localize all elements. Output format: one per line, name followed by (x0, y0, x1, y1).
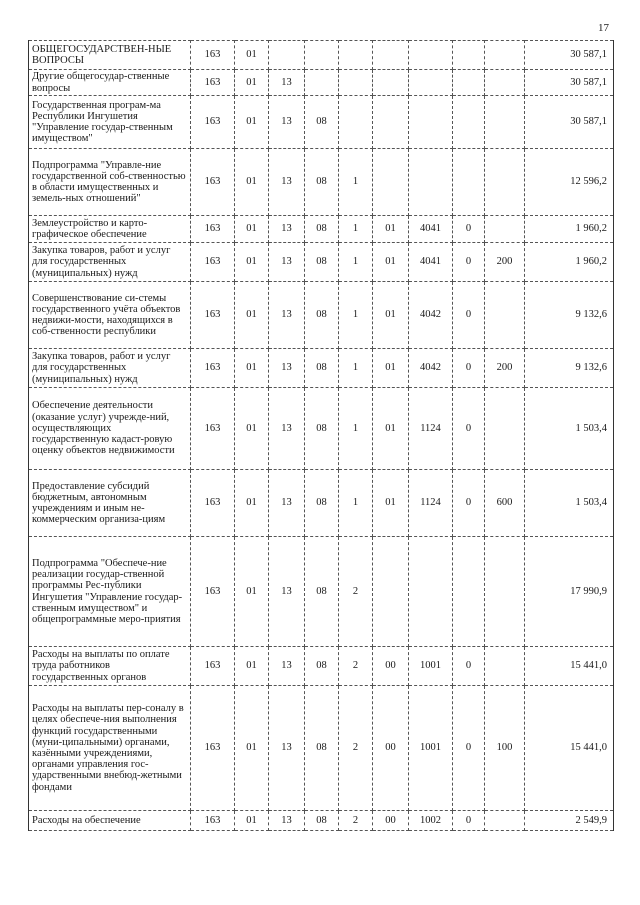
row-code-cell (485, 70, 525, 96)
row-code-cell: 0 (453, 282, 485, 349)
row-code-cell: 01 (235, 686, 269, 811)
row-code-cell: 1 (339, 243, 373, 282)
row-name-cell: Закупка товаров, работ и услуг для государственных (муниципальных) нужд (29, 243, 191, 282)
row-code-cell: 13 (269, 811, 305, 831)
row-code-cell: 4041 (409, 216, 453, 243)
row-name-cell: Расходы на выплаты по оплате труда работников государственных органов (29, 647, 191, 686)
row-code-cell (409, 41, 453, 70)
row-code-cell (485, 96, 525, 149)
row-code-cell: 00 (373, 686, 409, 811)
row-code-cell: 13 (269, 243, 305, 282)
row-code-cell: 00 (373, 811, 409, 831)
row-code-cell: 13 (269, 282, 305, 349)
row-sum-cell: 1 503,4 (525, 470, 614, 537)
row-code-cell: 163 (191, 647, 235, 686)
row-code-cell: 01 (235, 349, 269, 388)
row-code-cell (453, 70, 485, 96)
row-code-cell: 01 (235, 537, 269, 647)
row-code-cell: 01 (235, 388, 269, 470)
row-code-cell: 01 (373, 282, 409, 349)
row-code-cell: 13 (269, 686, 305, 811)
row-code-cell: 2 (339, 537, 373, 647)
table-row (29, 96, 614, 149)
page-number: 17 (598, 22, 609, 34)
row-code-cell: 163 (191, 149, 235, 216)
row-code-cell: 0 (453, 811, 485, 831)
row-code-cell: 163 (191, 686, 235, 811)
row-code-cell: 0 (453, 216, 485, 243)
row-code-cell: 01 (373, 349, 409, 388)
row-code-cell: 01 (235, 243, 269, 282)
row-code-cell (453, 41, 485, 70)
row-code-cell: 08 (305, 96, 339, 149)
row-code-cell: 163 (191, 470, 235, 537)
table-row (29, 216, 614, 243)
row-code-cell: 01 (235, 282, 269, 349)
row-sum-cell: 17 990,9 (525, 537, 614, 647)
row-code-cell: 13 (269, 70, 305, 96)
row-code-cell: 13 (269, 149, 305, 216)
row-code-cell: 08 (305, 243, 339, 282)
table-row (29, 647, 614, 686)
row-code-cell (485, 811, 525, 831)
row-code-cell: 2 (339, 811, 373, 831)
row-code-cell (453, 149, 485, 216)
table-row (29, 70, 614, 96)
row-code-cell (485, 216, 525, 243)
row-code-cell: 200 (485, 349, 525, 388)
row-code-cell: 08 (305, 537, 339, 647)
row-code-cell (305, 70, 339, 96)
row-name-cell: Предоставление субсидий бюджетным, автономным учреждениям и иным не-коммерческим организа-циям (29, 470, 191, 537)
row-name-cell: Подпрограмма "Обеспече-ние реализации государ-ственной программы Рес-публики Ингушетия "Управление государ-ственным имуществом" и общепрограммные меро-приятия (29, 537, 191, 647)
table-row (29, 282, 614, 349)
row-code-cell: 13 (269, 96, 305, 149)
row-code-cell: 4041 (409, 243, 453, 282)
row-code-cell: 13 (269, 349, 305, 388)
row-code-cell (339, 41, 373, 70)
row-code-cell (373, 96, 409, 149)
row-code-cell: 4042 (409, 349, 453, 388)
row-code-cell: 13 (269, 388, 305, 470)
table-row (29, 537, 614, 647)
row-code-cell: 1 (339, 388, 373, 470)
table-body (29, 41, 614, 831)
row-code-cell: 163 (191, 96, 235, 149)
row-code-cell: 01 (373, 216, 409, 243)
row-code-cell: 163 (191, 349, 235, 388)
row-code-cell: 0 (453, 686, 485, 811)
row-code-cell (373, 70, 409, 96)
row-code-cell: 1001 (409, 686, 453, 811)
row-sum-cell: 30 587,1 (525, 70, 614, 96)
row-code-cell: 163 (191, 282, 235, 349)
row-name-cell: Землеустройство и карто-графическое обеспечение (29, 216, 191, 243)
row-code-cell: 2 (339, 647, 373, 686)
row-code-cell (485, 282, 525, 349)
row-code-cell (409, 96, 453, 149)
row-code-cell: 01 (235, 41, 269, 70)
row-code-cell: 01 (373, 388, 409, 470)
row-name-cell: Совершенствование си-стемы государственного учёта объектов недвижи-мости, находящихся в соб-ственности республики (29, 282, 191, 349)
row-sum-cell: 1 503,4 (525, 388, 614, 470)
row-code-cell: 08 (305, 647, 339, 686)
row-code-cell (409, 537, 453, 647)
row-code-cell: 0 (453, 388, 485, 470)
row-code-cell: 163 (191, 388, 235, 470)
row-code-cell: 01 (235, 811, 269, 831)
row-code-cell: 13 (269, 537, 305, 647)
row-code-cell: 163 (191, 216, 235, 243)
table-row (29, 149, 614, 216)
row-code-cell: 01 (235, 470, 269, 537)
table-row (29, 686, 614, 811)
row-code-cell: 13 (269, 216, 305, 243)
row-code-cell: 1 (339, 470, 373, 537)
row-code-cell: 1 (339, 349, 373, 388)
table-row (29, 41, 614, 70)
table-row (29, 349, 614, 388)
row-code-cell: 08 (305, 686, 339, 811)
row-code-cell (305, 41, 339, 70)
row-name-cell: Государственная програм-ма Республики Ингушетия "Управление государ-ственным имуществом" (29, 96, 191, 149)
row-code-cell: 163 (191, 243, 235, 282)
row-name-cell: Другие общегосудар-ственные вопросы (29, 70, 191, 96)
row-code-cell: 1002 (409, 811, 453, 831)
row-code-cell: 13 (269, 647, 305, 686)
row-code-cell: 13 (269, 470, 305, 537)
row-code-cell: 1124 (409, 388, 453, 470)
row-code-cell: 100 (485, 686, 525, 811)
row-code-cell: 01 (373, 243, 409, 282)
row-code-cell: 600 (485, 470, 525, 537)
row-code-cell: 08 (305, 282, 339, 349)
row-code-cell (485, 41, 525, 70)
row-code-cell: 163 (191, 811, 235, 831)
row-code-cell: 00 (373, 647, 409, 686)
row-code-cell: 200 (485, 243, 525, 282)
row-code-cell: 1 (339, 282, 373, 349)
row-sum-cell: 1 960,2 (525, 216, 614, 243)
row-sum-cell: 9 132,6 (525, 282, 614, 349)
row-code-cell: 01 (235, 216, 269, 243)
row-code-cell: 08 (305, 216, 339, 243)
row-name-cell: Подпрограмма "Управле-ние государственной соб-ственностью в области имущественных и земель-ных отношений" (29, 149, 191, 216)
row-code-cell: 08 (305, 388, 339, 470)
row-code-cell: 0 (453, 470, 485, 537)
row-code-cell: 163 (191, 41, 235, 70)
row-sum-cell: 9 132,6 (525, 349, 614, 388)
row-code-cell: 1 (339, 216, 373, 243)
table-row (29, 811, 614, 831)
row-code-cell (485, 388, 525, 470)
row-name-cell: ОБЩЕГОСУДАРСТВЕН-НЫЕ ВОПРОСЫ (29, 41, 191, 70)
row-name-cell: Обеспечение деятельности (оказание услуг) учрежде-ний, осуществляющих государственную кадаст-ровую оценку объектов недвижимости (29, 388, 191, 470)
table-row (29, 243, 614, 282)
row-code-cell: 01 (235, 149, 269, 216)
row-sum-cell: 30 587,1 (525, 41, 614, 70)
row-code-cell: 163 (191, 537, 235, 647)
row-sum-cell: 12 596,2 (525, 149, 614, 216)
row-sum-cell: 2 549,9 (525, 811, 614, 831)
row-code-cell: 1 (339, 149, 373, 216)
row-code-cell (453, 537, 485, 647)
row-code-cell: 08 (305, 470, 339, 537)
row-code-cell (485, 537, 525, 647)
row-code-cell: 0 (453, 647, 485, 686)
row-sum-cell: 15 441,0 (525, 686, 614, 811)
row-code-cell (373, 149, 409, 216)
table-row (29, 388, 614, 470)
row-name-cell: Расходы на выплаты пер-соналу в целях обеспече-ния выполнения функций государственными (муни-ципальными) органами, казёнными учреждениями, органами управления гос-ударственными внебюд-жетными фондами (29, 686, 191, 811)
row-code-cell (409, 149, 453, 216)
row-code-cell: 0 (453, 243, 485, 282)
row-name-cell: Закупка товаров, работ и услуг для государственных (муниципальных) нужд (29, 349, 191, 388)
row-code-cell: 01 (235, 70, 269, 96)
row-code-cell (409, 70, 453, 96)
row-code-cell: 0 (453, 349, 485, 388)
row-sum-cell: 1 960,2 (525, 243, 614, 282)
row-code-cell: 1124 (409, 470, 453, 537)
row-code-cell (373, 537, 409, 647)
row-code-cell: 2 (339, 686, 373, 811)
row-code-cell (453, 96, 485, 149)
row-code-cell: 01 (373, 470, 409, 537)
row-sum-cell: 30 587,1 (525, 96, 614, 149)
row-code-cell: 163 (191, 70, 235, 96)
row-code-cell (339, 70, 373, 96)
row-code-cell (339, 96, 373, 149)
row-code-cell (373, 41, 409, 70)
row-name-cell: Расходы на обеспечение (29, 811, 191, 831)
row-code-cell (485, 149, 525, 216)
row-code-cell: 08 (305, 349, 339, 388)
row-code-cell (269, 41, 305, 70)
row-code-cell: 08 (305, 149, 339, 216)
row-code-cell (485, 647, 525, 686)
row-sum-cell: 15 441,0 (525, 647, 614, 686)
row-code-cell: 01 (235, 647, 269, 686)
table-row (29, 470, 614, 537)
budget-table (28, 40, 614, 831)
row-code-cell: 08 (305, 811, 339, 831)
row-code-cell: 01 (235, 96, 269, 149)
row-code-cell: 1001 (409, 647, 453, 686)
row-code-cell: 4042 (409, 282, 453, 349)
